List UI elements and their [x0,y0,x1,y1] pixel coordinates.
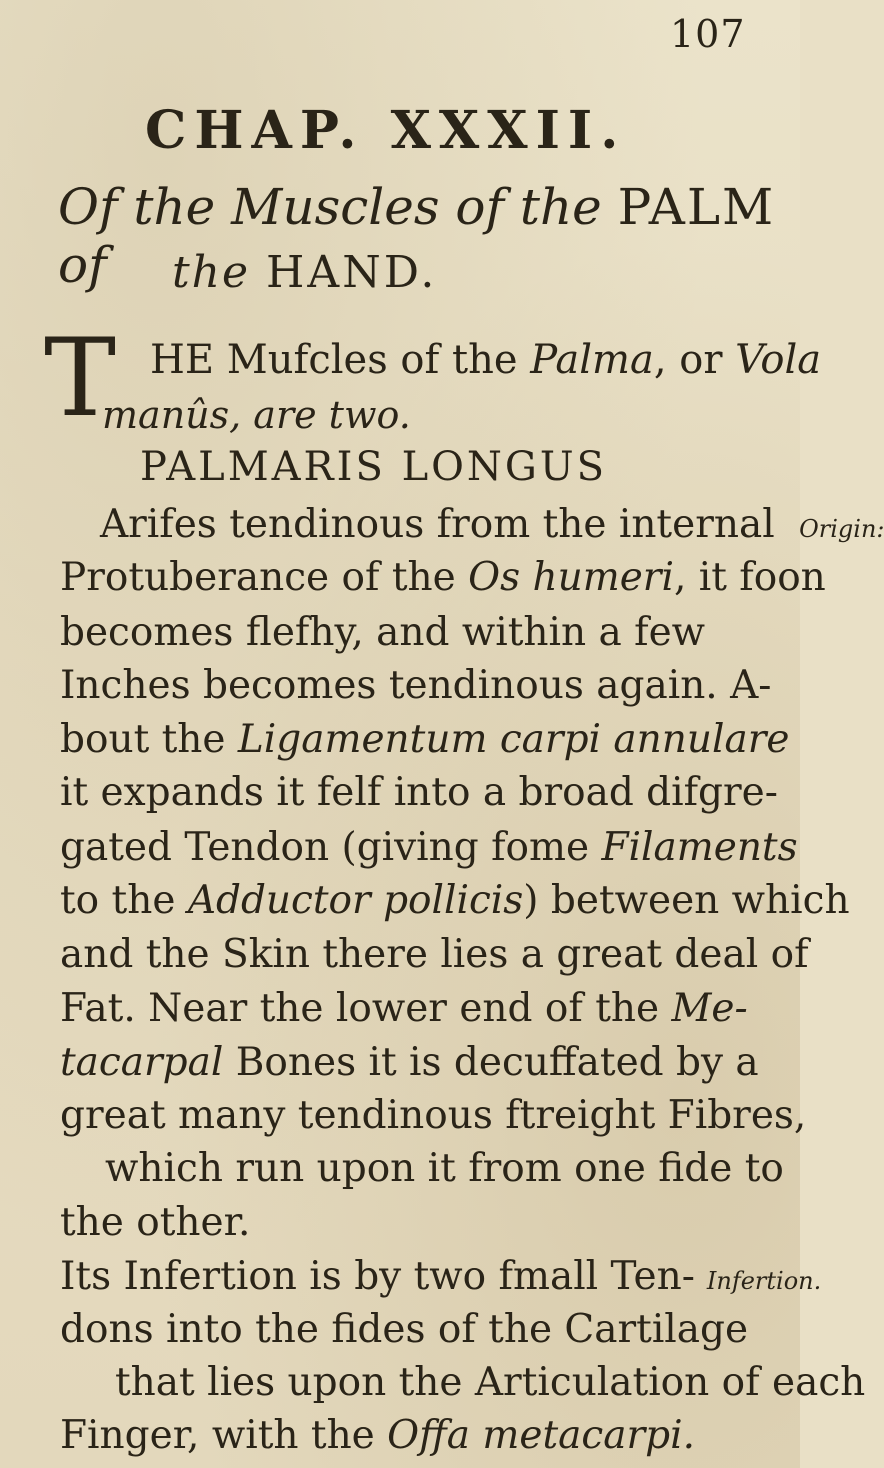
text-line: which run upon it from one fide to [105,1146,784,1191]
text-line [100,502,884,547]
text-segment: gated Tendon (giving fome [60,825,602,870]
text-line: Inches becomes tendinous again. A- [60,663,772,708]
text-segment: to the [60,878,188,923]
page-number: 107 [670,12,746,56]
text-line [60,878,850,923]
text-segment: Vola [735,337,822,383]
text-segment: Bones it is decuffated by a [223,1040,759,1085]
text-segment: Filaments [601,825,798,870]
text-line [60,717,790,762]
text-segment: Os humeri [468,555,674,600]
text-line [60,1254,822,1299]
drop-cap: T [44,316,117,441]
text-line: becomes flefhy, and within a few [60,610,706,655]
text-segment: Offa metacarpi. [387,1413,695,1458]
text-segment: HE Mufcles of the [150,337,531,383]
text-segment: Finger, with the [60,1413,388,1458]
text-line [60,825,798,870]
text-line: and the Skin there lies a great deal of [60,932,809,977]
margin-note: Infertion. [706,1267,822,1295]
text-line [60,986,748,1031]
text-segment: tacarpal [60,1040,224,1085]
text-segment: Protuberance of the [60,555,469,600]
text-segment: Arifes tendinous from the internal [100,502,788,547]
text-segment: , it foon [673,555,826,600]
margin-note: Origin: [799,515,884,543]
text-line: that lies upon the Articulation of each [115,1360,866,1405]
text-line [150,337,822,383]
chapter-heading: CHAP. XXXII. [145,100,627,161]
text-line: it expands it felf into a broad difgre- [60,770,778,815]
text-segment: Me- [671,986,748,1031]
text-segment: ) between which [523,878,850,923]
text-line [60,555,826,600]
chapter-title-line-2 [172,247,437,298]
text-segment: bout the [60,717,238,762]
title-of-the: Of the [58,178,232,236]
title-hand: HAND. [266,247,438,298]
text-line: manûs, are two. [102,393,411,437]
text-line: the other. [60,1200,251,1245]
title-palm: PALM [617,178,776,236]
text-line: dons into the fides of the Cartilage [60,1307,749,1352]
text-line: great many tendinous ftreight Fibres, [60,1093,807,1138]
text-segment: Fat. Near the lower end of the [60,986,672,1031]
title-muscles: Muscles of the [231,178,618,236]
text-segment: Its Infertion is by two fmall Ten- [60,1254,695,1299]
text-line [60,1413,695,1458]
title-the: the [172,247,267,298]
text-segment: Palma [530,337,654,383]
text-line [60,1040,759,1085]
section-heading: PALMARIS LONGUS [140,444,607,490]
text-segment: , or [653,337,736,383]
text-segment: Adductor pollicis [187,878,524,923]
title-of: of [58,236,107,294]
text-segment: Ligamentum carpi annulare [237,717,790,762]
